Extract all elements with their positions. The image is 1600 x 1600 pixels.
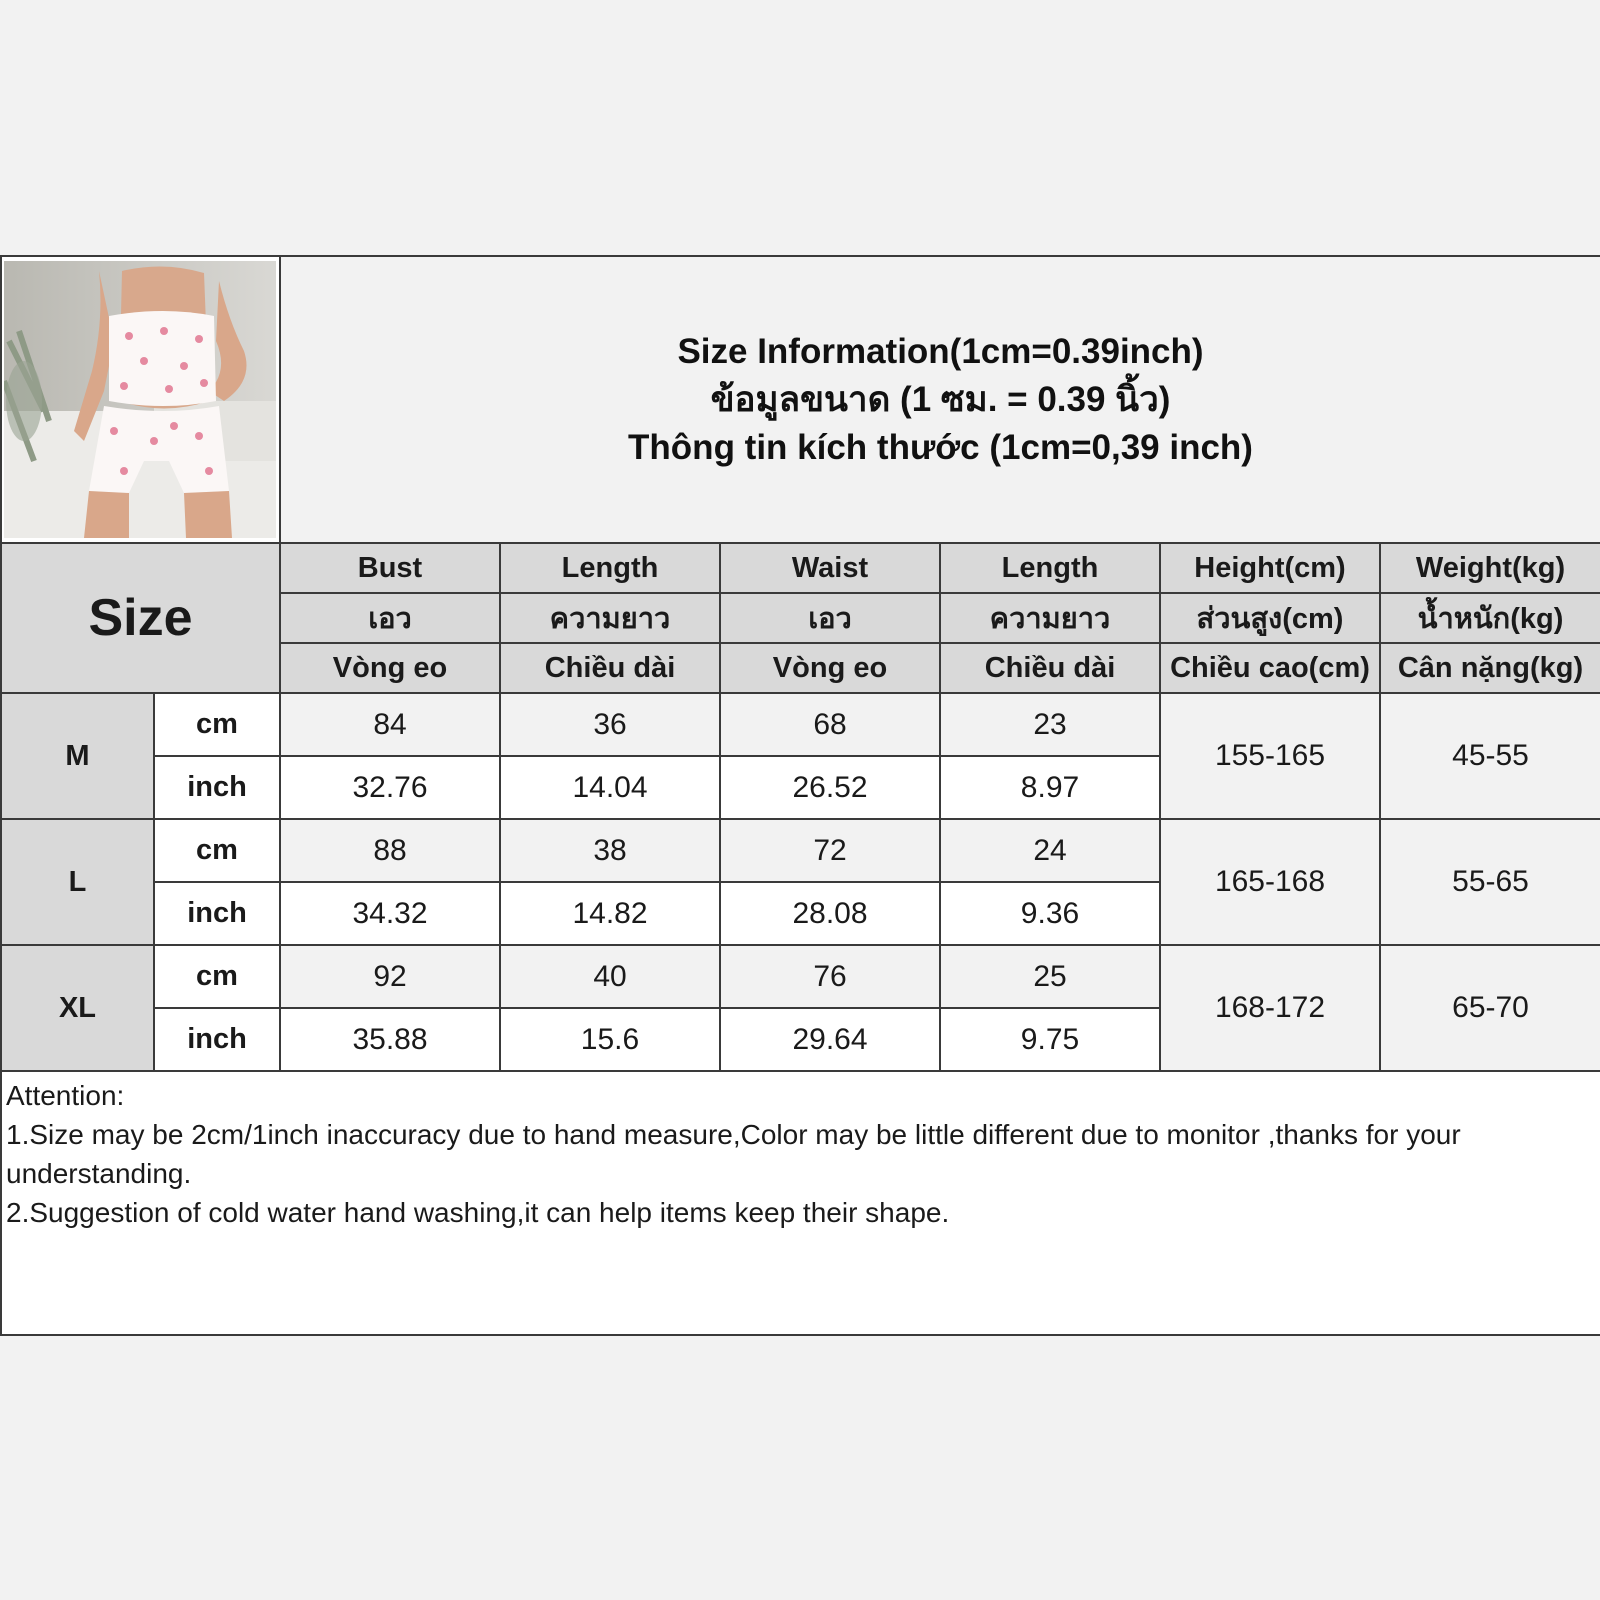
column-header-th: ส่วนสูง(cm)	[1160, 593, 1380, 643]
column-header-en: Bust	[280, 543, 500, 593]
shorts-length-inch: 9.75	[940, 1008, 1160, 1071]
column-header-en: Length	[940, 543, 1160, 593]
unit-label: inch	[154, 882, 280, 945]
attention-note-2: 2.Suggestion of cold water hand washing,it can help items keep their shape.	[6, 1197, 950, 1228]
table-row	[1, 819, 1600, 882]
column-header-vi: Vòng eo	[720, 643, 940, 693]
bust-cm: 88	[280, 819, 500, 882]
attention-note-1: 1.Size may be 2cm/1inch inaccuracy due to hand measure,Color may be little different due to monitor ,thanks for your understanding.	[6, 1119, 1461, 1189]
column-header-th: ความยาว	[500, 593, 720, 643]
unit-label: inch	[154, 1008, 280, 1071]
title-english: Size Information(1cm=0.39inch)	[677, 331, 1204, 371]
weight-range: 45-55	[1380, 693, 1600, 819]
table-row	[1, 945, 1600, 1008]
top-length-inch: 14.82	[500, 882, 720, 945]
unit-label: cm	[154, 819, 280, 882]
column-header-en: Waist	[720, 543, 940, 593]
column-header-vi: Vòng eo	[280, 643, 500, 693]
waist-cm: 76	[720, 945, 940, 1008]
size-chart-sheet	[0, 255, 1600, 1336]
top-length-inch: 15.6	[500, 1008, 720, 1071]
bust-inch: 32.76	[280, 756, 500, 819]
size-label-xl: XL	[1, 945, 154, 1071]
column-header-vi: Cân nặng(kg)	[1380, 643, 1600, 693]
shorts-length-cm: 23	[940, 693, 1160, 756]
unit-label: inch	[154, 756, 280, 819]
waist-inch: 26.52	[720, 756, 940, 819]
waist-cm: 72	[720, 819, 940, 882]
shorts-length-inch: 8.97	[940, 756, 1160, 819]
column-header-vi: Chiều cao(cm)	[1160, 643, 1380, 693]
height-range: 165-168	[1160, 819, 1380, 945]
column-header-vi: Chiều dài	[940, 643, 1160, 693]
column-header-th: ความยาว	[940, 593, 1160, 643]
bust-cm: 84	[280, 693, 500, 756]
top-length-inch: 14.04	[500, 756, 720, 819]
top-length-cm: 38	[500, 819, 720, 882]
bust-inch: 34.32	[280, 882, 500, 945]
size-label-l: L	[1, 819, 154, 945]
height-range: 155-165	[1160, 693, 1380, 819]
attention-notes	[1, 1071, 1600, 1335]
unit-label: cm	[154, 693, 280, 756]
bust-cm: 92	[280, 945, 500, 1008]
shorts-length-cm: 24	[940, 819, 1160, 882]
top-length-cm: 36	[500, 693, 720, 756]
title-block	[280, 256, 1600, 543]
bust-inch: 35.88	[280, 1008, 500, 1071]
column-header-en: Weight(kg)	[1380, 543, 1600, 593]
column-header-th: เอว	[720, 593, 940, 643]
column-header-th: น้ำหนัก(kg)	[1380, 593, 1600, 643]
top-length-cm: 40	[500, 945, 720, 1008]
size-label-m: M	[1, 693, 154, 819]
attention-heading: Attention:	[6, 1080, 125, 1111]
weight-range: 55-65	[1380, 819, 1600, 945]
column-header-th: เอว	[280, 593, 500, 643]
table-row	[1, 693, 1600, 756]
product-photo-cell	[1, 256, 280, 543]
waist-inch: 29.64	[720, 1008, 940, 1071]
title-thai: ข้อมูลขนาด (1 ซม. = 0.39 นิ้ว)	[710, 379, 1171, 419]
size-chart-table	[0, 255, 1600, 1336]
unit-label: cm	[154, 945, 280, 1008]
waist-cm: 68	[720, 693, 940, 756]
height-range: 168-172	[1160, 945, 1380, 1071]
column-header-en: Height(cm)	[1160, 543, 1380, 593]
column-header-vi: Chiều dài	[500, 643, 720, 693]
waist-inch: 28.08	[720, 882, 940, 945]
shorts-length-cm: 25	[940, 945, 1160, 1008]
title-vietnamese: Thông tin kích thước (1cm=0,39 inch)	[628, 427, 1253, 467]
shorts-length-inch: 9.36	[940, 882, 1160, 945]
weight-range: 65-70	[1380, 945, 1600, 1071]
size-header: Size	[1, 543, 280, 693]
product-photo	[4, 261, 276, 538]
column-header-en: Length	[500, 543, 720, 593]
